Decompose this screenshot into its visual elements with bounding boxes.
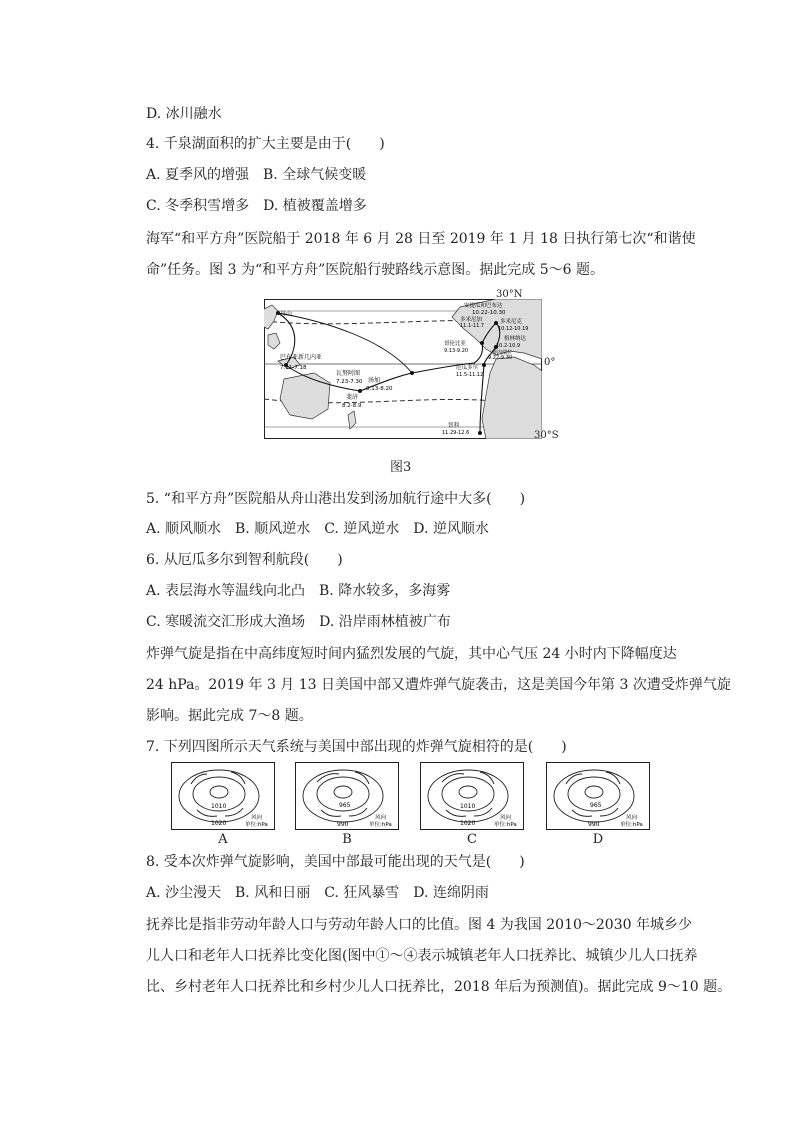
panel-b-outer-isobar: 990 [337, 821, 349, 828]
label-vanuatu-date: 7.23-7.30 [336, 379, 363, 385]
label-venezuela: 委内瑞拉 [492, 350, 513, 356]
label-chile-date: 11.29-12.6 [442, 430, 470, 436]
panel-d-outer-isobar: 990 [588, 821, 600, 828]
panel-label-d: D [592, 832, 604, 847]
q5-options: A. 顺风顺水 B. 顺风逆水 C. 逆风逆水 D. 逆风顺水 [146, 521, 489, 537]
label-vanuatu: 瓦努阿图 [336, 370, 361, 377]
q7-stem: 7. 下列四图所示天气系统与美国中部出现的炸弹气旋相符的是( ) [146, 739, 567, 755]
panel-d-legend-wind: 风向 [626, 815, 638, 821]
panel-c-legend-unit: 单位:hPa [494, 822, 517, 828]
label-dominican-date: 11.1-11.7 [460, 323, 485, 329]
label-dominican: 多米尼加 [460, 317, 483, 323]
q4-stem: 4. 千泉湖面积的扩大主要是由于( ) [146, 136, 385, 152]
panel-d-legend-unit: 单位:hPa [620, 822, 643, 828]
q5-stem: 5. “和平方舟”医院船从舟山港出发到汤加航行途中大多( ) [146, 491, 526, 507]
panel-a-legend-wind: 风向 [251, 815, 263, 821]
cyclone-panel-c [420, 762, 524, 830]
label-antigua-date: 10.22-10.30 [472, 310, 506, 316]
q4-options-cd: C. 冬季积雪增多 D. 植被覆盖增多 [146, 198, 367, 214]
intro-7-8-line2: 24 hPa。2019 年 3 月 13 日美国中部又遭炸弹气旋袭击，这是美国今年第 3 次遭受炸弹气旋 [146, 677, 731, 693]
q8-stem: 8. 受本次炸弹气旋影响，美国中部最可能出现的天气是( ) [146, 854, 525, 870]
panel-b-legend-wind: 风向 [375, 815, 387, 821]
label-dominica-date: 10.12-10.19 [498, 326, 529, 332]
label-grenada: 格林纳达 [504, 336, 527, 342]
label-png-date: 7.11-7.18 [280, 365, 307, 371]
label-chile: 智利 [448, 423, 460, 429]
panel-a-outer-isobar: 1020 [211, 820, 227, 827]
panel-d-inner-isobar: 965 [590, 802, 602, 809]
panel-a-inner-isobar: 1010 [211, 803, 227, 810]
intro-5-6-line2: 命”任务。图 3 为“和平方舟”医院船行驶路线示意图。据此完成 5～6 题。 [146, 262, 604, 278]
label-zhoushan: 舟山 [280, 311, 293, 318]
panel-label-b: B [342, 832, 352, 847]
label-colombia: 哥伦比亚 [444, 341, 467, 347]
panel-label-a: A [218, 832, 228, 847]
intro-9-10-line1: 抚养比是指非劳动年龄人口与劳动年龄人口的比值。图 4 为我国 2010～2030 年城乡少 [146, 917, 692, 933]
figure-3-caption: 图3 [390, 460, 412, 475]
intro-7-8-line3: 影响。据此完成 7～8 题。 [146, 708, 313, 724]
label-ecuador-date: 11.5-11.12 [456, 372, 484, 378]
label-tonga-date: 8.13-8.20 [366, 386, 393, 392]
lat-label-30n: 30°N [496, 289, 523, 300]
intro-5-6-line1: 海军“和平方舟”医院船于 2018 年 6 月 28 日至 2019 年 1 月 18 日执行第七次“和谐使 [146, 231, 696, 247]
label-grenada-date: 10.2-10.9 [496, 343, 521, 349]
intro-9-10-line3: 比、乡村老年人口抚养比和乡村少儿人口抚养比，2018 年后为预测值)。据此完成 9～10 题。 [146, 979, 732, 995]
q6-stem: 6. 从厄瓜多尔到智利航段( ) [146, 552, 343, 568]
label-ecuador: 厄瓜多尔 [456, 365, 479, 371]
cyclone-panel-b [295, 762, 399, 830]
panel-a-legend-unit: 单位:hPa [245, 822, 268, 828]
panel-c-outer-isobar: 1020 [460, 820, 476, 827]
panel-b-inner-isobar: 965 [339, 802, 351, 809]
label-dominica: 多米尼克 [500, 319, 523, 325]
label-venezuela-date: 9.22-9.30 [488, 355, 513, 361]
panel-label-c: C [467, 832, 477, 847]
label-antigua: 安提瓜和巴布达 [464, 303, 503, 309]
q3-option-d: D. 冰川融水 [146, 106, 222, 122]
q6-options-ab: A. 表层海水等温线向北凸 B. 降水较多，多海雾 [146, 583, 451, 599]
label-colombia-date: 9.13-9.20 [444, 348, 469, 354]
panel-c-legend-wind: 风向 [500, 815, 512, 821]
q4-options-ab: A. 夏季风的增强 B. 全球气候变暖 [146, 167, 367, 183]
lat-label-0: 0° [544, 357, 556, 368]
route-map [264, 299, 542, 439]
panel-b-legend-unit: 单位:hPa [369, 822, 392, 828]
cyclone-panel-d [546, 762, 650, 830]
q8-options: A. 沙尘漫天 B. 风和日丽 C. 狂风暴雪 D. 连绵阴雨 [146, 885, 489, 901]
panel-c-inner-isobar: 1010 [460, 803, 476, 810]
intro-9-10-line2: 儿人口和老年人口抚养比变化图(图中①～④表示城镇老年人口抚养比、城镇少儿人口抚养 [146, 948, 698, 964]
label-fiji: 斐济 [346, 394, 359, 401]
intro-7-8-line1: 炸弹气旋是指在中高纬度短时间内猛烈发展的气旋，其中心气压 24 小时内下降幅度达 [146, 646, 677, 662]
lat-label-30s: 30°S [534, 430, 559, 441]
cyclone-panel-a [171, 762, 275, 830]
label-tonga: 汤加 [368, 377, 381, 384]
label-fiji-date: 8.2-8.9 [342, 403, 362, 409]
q6-options-cd: C. 寒暖流交汇形成大渔场 D. 沿岸雨林植被广布 [146, 614, 451, 630]
label-png: 巴布亚新几内亚 [280, 354, 323, 361]
